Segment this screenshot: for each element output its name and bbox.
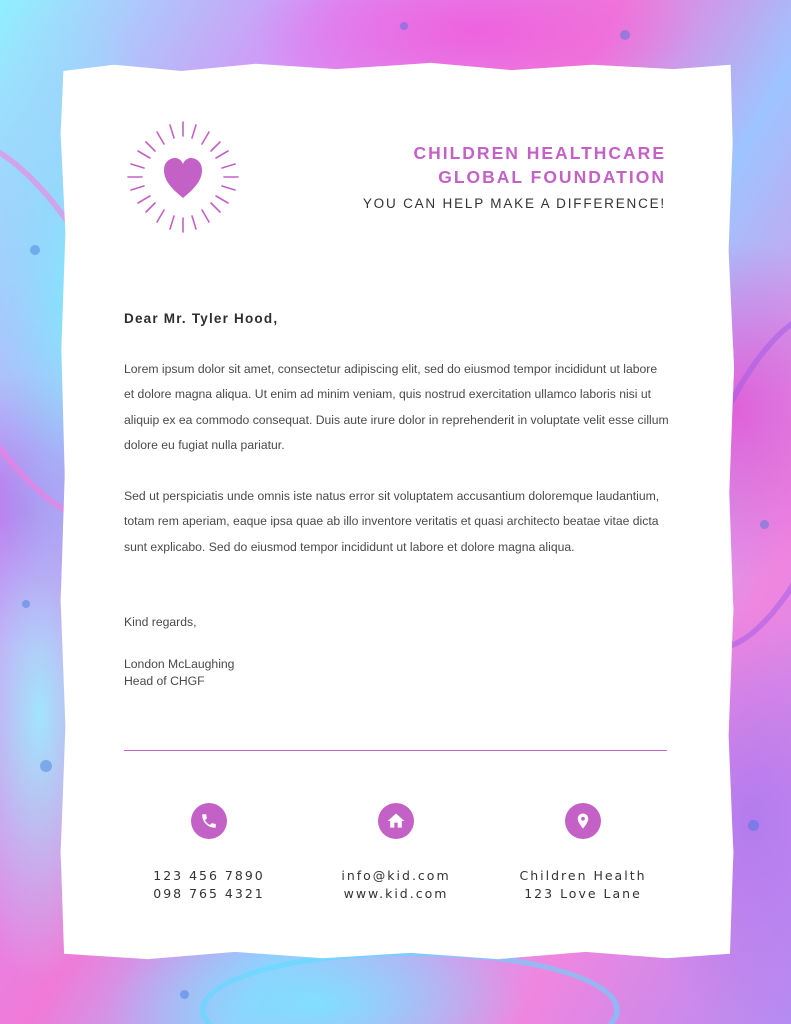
background-bubble [22, 600, 30, 608]
letter-greeting: Dear Mr. Tyler Hood, [124, 311, 279, 326]
contact-phone-line1: 123 456 7890 [153, 868, 265, 883]
background-bubble [30, 245, 40, 255]
organization-name-line1: CHILDREN HEALTHCARE [413, 143, 666, 163]
letter-paragraph-1: Lorem ipsum dolor sit amet, consectetur adipiscing elit, sed do eiusmod tempor incididunt ut labore et dolore magna aliqua. Ut enim ad minim veniam, quis nostrud exercitation ullamco laboris nisi ut aliquip ex ea commodo consequat. Duis aute irure dolor in reprehenderit in voluptate velit esse cillum dolore eu fugiat nulla pariatur. [124, 362, 669, 453]
home-icon [378, 803, 414, 839]
contact-address-line1: Children Health [519, 868, 647, 883]
letter-closing: Kind regards, [124, 615, 197, 629]
background-bubble [400, 22, 408, 30]
contact-website: www.kid.com [343, 886, 449, 901]
contact-address [503, 803, 663, 903]
background-bubble [40, 760, 52, 772]
location-pin-icon [565, 803, 601, 839]
contact-web [316, 803, 476, 903]
tagline: YOU CAN HELP MAKE A DIFFERENCE! [362, 196, 666, 211]
phone-icon [191, 803, 227, 839]
background-bubble [620, 30, 630, 40]
background-bubble [180, 990, 189, 999]
background-bubble [748, 820, 759, 831]
signer-name: London McLaughing [124, 657, 235, 671]
organization-name-line2: GLOBAL FOUNDATION [438, 167, 666, 187]
signature-block [124, 656, 234, 690]
letter-paragraph-2: Sed ut perspiciatis unde omnis iste natus error sit voluptatem accusantium doloremque laudantium, totam rem aperiam, eaque ipsa quae ab illo inventore veritatis et quasi architecto beatae vitae dicta sunt explicabo. Sed do eiusmod tempor incididunt ut labore et dolore magna aliqua. [124, 489, 660, 554]
foundation-logo [124, 118, 242, 236]
contact-phone-line2: 098 765 4321 [153, 886, 265, 901]
contact-email: info@kid.com [341, 868, 451, 883]
background-swirl [200, 950, 620, 1024]
contact-address-line2: 123 Love Lane [524, 886, 642, 901]
organization-name [413, 141, 666, 189]
signer-title: Head of CHGF [124, 674, 205, 688]
heart-burst-icon [124, 118, 242, 236]
background-bubble [760, 520, 769, 529]
contact-phone [129, 803, 289, 903]
footer-divider [124, 750, 667, 751]
